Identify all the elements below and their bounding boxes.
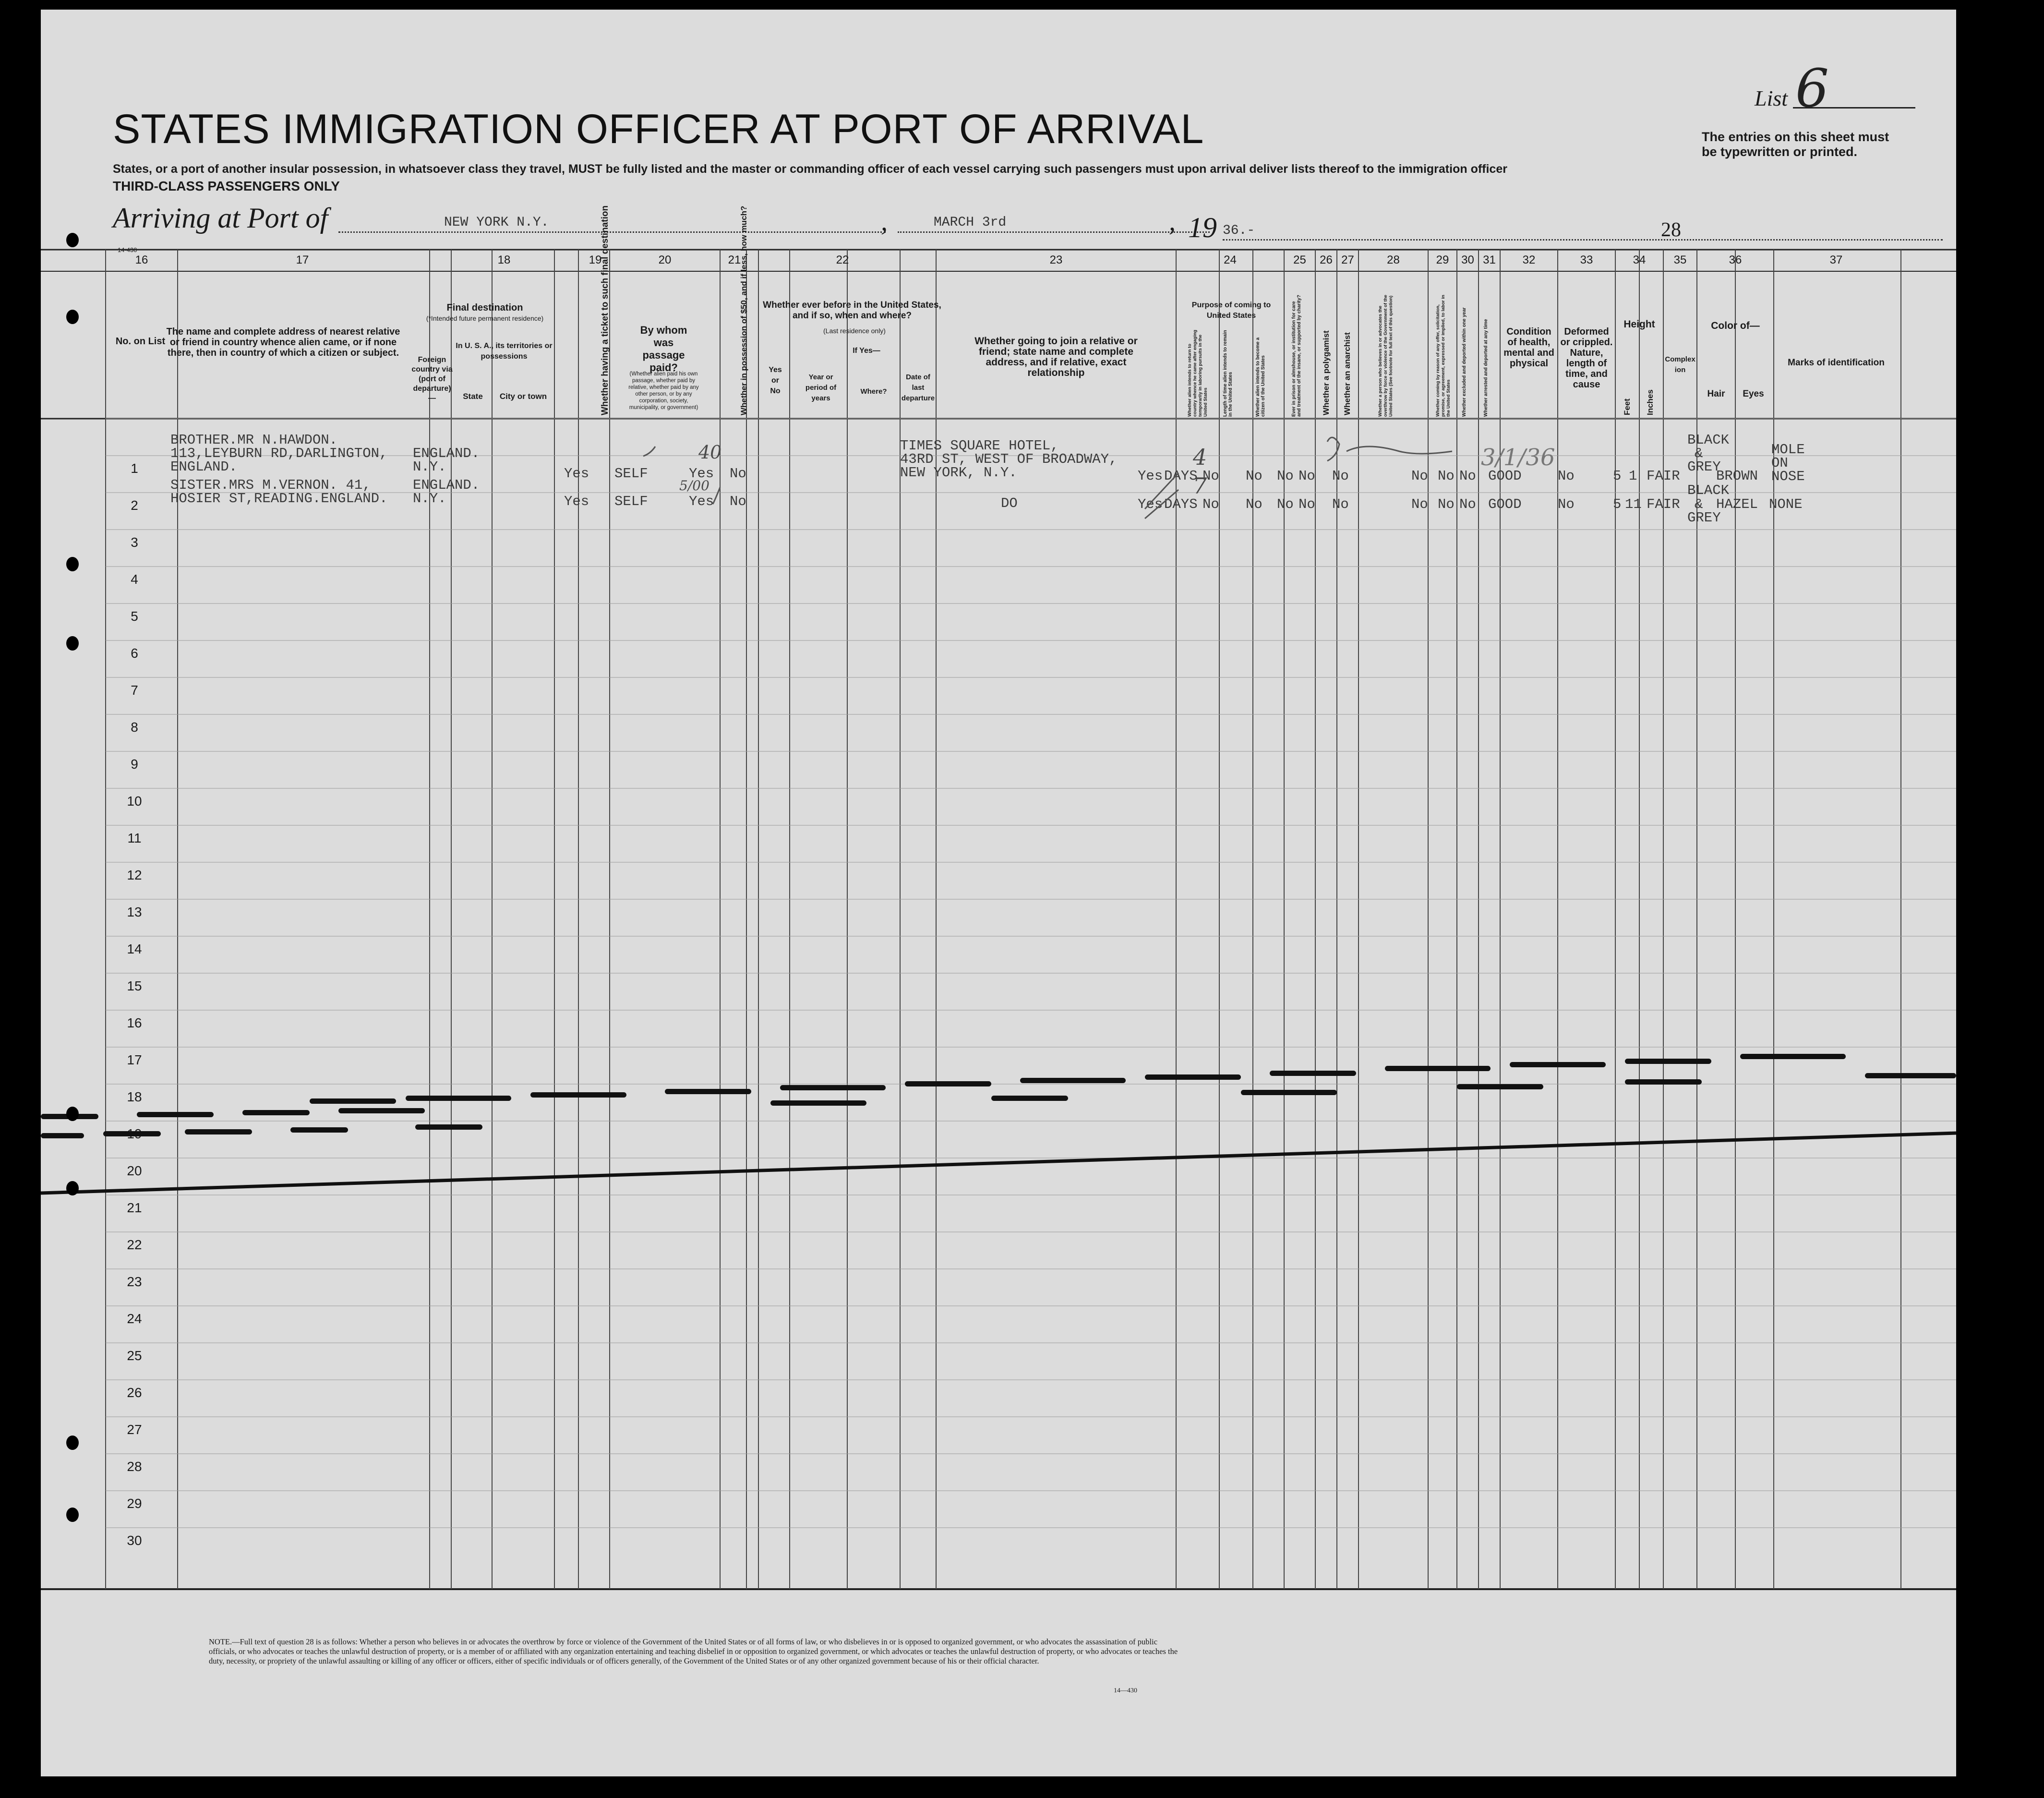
row-number: 7 xyxy=(131,683,138,698)
r1-foreign-country: ENGLAND. xyxy=(413,446,480,461)
header-if-yes: If Yes— xyxy=(853,347,880,355)
redaction-streak xyxy=(665,1089,751,1094)
r1-feet: 5 xyxy=(1613,468,1622,484)
header-eyes: Eyes xyxy=(1743,389,1764,399)
header-marks: Marks of identification xyxy=(1788,358,1885,368)
row-number: 24 xyxy=(127,1311,142,1326)
r2-money-handwritten: 5/00 xyxy=(679,478,709,494)
r2-arrested: No xyxy=(1459,496,1476,512)
r1-labor-offer: No xyxy=(1411,468,1428,484)
redaction-streak xyxy=(770,1100,866,1106)
r1-hair-line2: & xyxy=(1695,446,1703,461)
colnum-22: 22 xyxy=(836,253,849,266)
redaction-streak xyxy=(338,1108,425,1113)
header-join-relative: Whether going to join a relative or friend; state name and complete address, and if relative, exact relationship xyxy=(974,336,1138,378)
redaction-streak xyxy=(1510,1062,1606,1067)
colnum-17: 17 xyxy=(296,253,309,266)
punch-hole xyxy=(66,310,79,324)
r1-join-line2: 43RD ST, WEST OF BROADWAY, xyxy=(900,451,1118,467)
redaction-streak xyxy=(1020,1078,1126,1083)
r1-marks-line1: MOLE xyxy=(1771,442,1805,458)
header-complexion: Complexion xyxy=(1665,355,1695,374)
r2-join: DO xyxy=(1001,495,1018,511)
header-state: State xyxy=(463,392,483,401)
row-number: 16 xyxy=(127,1015,142,1030)
redaction-streak xyxy=(780,1085,886,1090)
r2-return: Yes xyxy=(1138,496,1163,512)
form-code-top: 14-430 xyxy=(118,246,137,253)
row-number: 26 xyxy=(127,1385,142,1400)
row-number: 5 xyxy=(131,609,138,624)
header-feet: Feet xyxy=(1623,398,1632,415)
row-number: 14 xyxy=(127,941,142,956)
header-health: Condition of health, mental and physical xyxy=(1503,326,1554,369)
punch-hole xyxy=(66,1107,79,1121)
manifest-sheet xyxy=(41,10,1956,1776)
r1-marks-line3: NOSE xyxy=(1771,469,1805,484)
redaction-streak xyxy=(1241,1090,1337,1095)
r1-join-line1: TIMES SQUARE HOTEL, xyxy=(900,438,1059,454)
header-passage-note: (Whether alien paid his own passage, whether paid by relative, whether paid by any other person, or by any corporation, society, municipality, or government) xyxy=(628,371,699,410)
colnum-32: 32 xyxy=(1522,253,1536,266)
arriving-label: Arriving at Port of xyxy=(113,202,328,234)
r1-health: GOOD xyxy=(1488,468,1522,484)
r2-relative-line2: HOSIER ST,READING.ENGLAND. xyxy=(170,491,388,507)
redaction-streak xyxy=(103,1131,161,1136)
redaction-streak xyxy=(1270,1071,1356,1076)
colnum-33: 33 xyxy=(1580,253,1593,266)
colnum-16: 16 xyxy=(135,253,148,266)
r2-anarchist: No xyxy=(1299,496,1315,512)
r1-deformed: No xyxy=(1558,468,1575,484)
form-code-bottom: 14—430 xyxy=(1114,1687,1137,1694)
row-number: 20 xyxy=(127,1163,142,1178)
r2-citizen: No xyxy=(1202,496,1219,512)
punch-hole xyxy=(66,636,79,651)
header-final-destination-note: (*Intended future permanent residence) xyxy=(426,314,544,322)
r1-ticket: Yes xyxy=(564,466,589,482)
r1-excluded: No xyxy=(1438,468,1455,484)
header-date-departure: Date of last departure xyxy=(901,373,935,402)
row-number: 12 xyxy=(127,868,142,882)
header-labor-offer: Whether coming by reason of any offer, solicitation, promise, or agreement, expressed or implied, to labor in the United States xyxy=(1435,295,1451,417)
list-label: List xyxy=(1755,86,1788,110)
row-number: 3 xyxy=(131,535,138,550)
r2-hair-line1: BLACK xyxy=(1687,483,1730,498)
r1-relative-line3: ENGLAND. xyxy=(170,459,238,475)
punch-hole xyxy=(66,233,79,247)
punch-hole xyxy=(66,1181,79,1195)
colnum-24: 24 xyxy=(1224,253,1237,266)
header-in-usa: In U. S. A., its territories or possessions xyxy=(456,342,553,361)
r1-return: Yes xyxy=(1138,468,1163,484)
r1-marks-line2: ON xyxy=(1771,455,1788,471)
colnum-36: 36 xyxy=(1729,253,1742,266)
subtitle-instructions: States, or a port of another insular possession, in whatsoever class they travel, MUST be fully listed and the master or commanding officer of each vessel carrying such passengers must upon arrival deliver lists thereof to the immigration officer xyxy=(113,162,1507,176)
header-height: Height xyxy=(1623,319,1655,330)
row-number: 9 xyxy=(131,757,138,772)
r2-money: Yes xyxy=(689,494,714,509)
row-number: 29 xyxy=(127,1496,142,1511)
redaction-streak xyxy=(41,1133,84,1138)
colnum-34: 34 xyxy=(1633,253,1646,266)
redaction-streak xyxy=(905,1081,991,1086)
header-where: Where? xyxy=(860,387,887,396)
header-foreign-country: Foreign country via (port of departure)— xyxy=(411,356,453,402)
colnum-26: 26 xyxy=(1320,253,1333,266)
r1-paid-by: SELF xyxy=(614,466,648,482)
r1-money-handwritten: 40 xyxy=(698,442,722,463)
row-number: 23 xyxy=(127,1274,142,1289)
header-final-destination: Final destination xyxy=(446,302,523,313)
year-prefix: 19 xyxy=(1188,212,1217,243)
page-title: STATES IMMIGRATION OFFICER AT PORT OF ARRIVAL xyxy=(113,106,1204,152)
header-purpose-citizen: Whether alien intends to become a citizen of the United States xyxy=(1255,337,1266,417)
header-deformed: Deformed or crippled. Nature, length of time, and cause xyxy=(1560,326,1613,390)
footnote: NOTE.—Full text of question 28 is as follows: Whether a person who believes in or advocates the overthrow by force or violence of the Government of the United States or of all forms of law, or who disbelieves in or is opposed to organized government, or who advocates the assassination of public officials, or who advocates or teaches the unlawful destruction of property, or is a member of or affiliated with any organization entertaining and teaching disbelief in or opposition to organized government, or which advocates or teaches the unlawful destruction of property, or who advocates or teaches the duty, necessity, or propriety of the unlawful assaulting or killing of any officer or officers, either of specific individuals or of officers generally, of the Government of the United States or of any other organized government because of his or their official character. xyxy=(209,1637,1178,1665)
row-number: 22 xyxy=(127,1237,142,1252)
redaction-streak xyxy=(185,1129,252,1134)
colnum-25: 25 xyxy=(1293,253,1306,266)
r2-polygamist: No xyxy=(1277,496,1294,512)
r1-money: Yes xyxy=(689,466,714,482)
r1-eyes: BROWN xyxy=(1716,468,1758,484)
header-passage-paid: By whom was passage paid? xyxy=(640,324,687,374)
header-anarchist: Whether an anarchist xyxy=(1343,332,1352,415)
header-yes-no: Yes or No xyxy=(769,366,782,395)
r2-labor-offer: No xyxy=(1411,496,1428,512)
row-number: 8 xyxy=(131,720,138,735)
r2-excluded: No xyxy=(1438,496,1455,512)
row-number: 25 xyxy=(127,1348,142,1363)
header-purpose: Purpose of coming to United States xyxy=(1191,301,1271,320)
header-excluded: Whether excluded and deported within one year xyxy=(1462,307,1467,417)
r2-overthrow: No xyxy=(1332,496,1349,512)
r2-hair-line3: GREY xyxy=(1687,510,1721,526)
comma-2: , xyxy=(1169,207,1176,237)
row-number: 18 xyxy=(127,1089,142,1104)
header-inches: Inches xyxy=(1646,389,1655,415)
redaction-streak xyxy=(1457,1084,1543,1089)
redaction-streak xyxy=(1740,1054,1846,1059)
entries-note-line2: be typewritten or printed. xyxy=(1702,145,1858,159)
r1-hair-line3: GREY xyxy=(1687,459,1721,475)
page-number: 28 xyxy=(1661,219,1681,241)
row-number: 11 xyxy=(127,831,142,845)
colnum-20: 20 xyxy=(658,253,672,266)
redaction-streak xyxy=(242,1110,310,1115)
redaction-streak xyxy=(991,1096,1068,1101)
row-number: 1 xyxy=(131,461,138,476)
colnum-37: 37 xyxy=(1829,253,1843,266)
date-value: MARCH 3rd xyxy=(934,215,1007,230)
r1-state: N.Y. xyxy=(413,459,446,475)
header-year-period: Year or period of years xyxy=(805,373,837,402)
r2-marks: NONE xyxy=(1769,496,1803,512)
punch-hole xyxy=(66,1508,79,1522)
r1-polygamist: No xyxy=(1277,468,1294,484)
header-ticket: Whether having a ticket to such final destination xyxy=(600,205,610,415)
r2-paid-by: SELF xyxy=(614,494,648,509)
redaction-streak xyxy=(530,1092,626,1098)
r2-prison: No xyxy=(1246,496,1262,512)
r1-relative-line2: 113,LEYBURN RD,DARLINGTON, xyxy=(170,446,388,461)
header-polygamist: Whether a polygamist xyxy=(1322,330,1331,415)
row-number: 15 xyxy=(127,978,142,993)
redaction-streak xyxy=(1865,1073,1956,1078)
colnum-18: 18 xyxy=(497,253,511,266)
redaction-streak xyxy=(310,1098,396,1104)
comma-1: , xyxy=(881,207,888,237)
r2-feet: 5 xyxy=(1613,496,1622,512)
header-last-residence: (Last residence only) xyxy=(823,327,886,335)
r2-relative-line1: SISTER.MRS M.VERNON. 41, xyxy=(170,477,371,493)
colnum-31: 31 xyxy=(1483,253,1496,266)
row-number: 28 xyxy=(127,1459,142,1474)
colnum-30: 30 xyxy=(1461,253,1474,266)
redaction-streak xyxy=(1145,1074,1241,1080)
r2-ticket: Yes xyxy=(564,494,589,509)
colnum-27: 27 xyxy=(1341,253,1354,266)
row-number: 13 xyxy=(127,905,142,919)
r1-citizen: No xyxy=(1202,468,1219,484)
header-no-on-list: No. on List xyxy=(115,336,166,347)
r2-length: DAYS xyxy=(1164,496,1198,512)
r2-eyes: HAZEL xyxy=(1716,496,1758,512)
colnum-19: 19 xyxy=(589,253,602,266)
r2-length-handwritten: 7 xyxy=(1193,473,1207,499)
redaction-streak xyxy=(1625,1079,1702,1085)
redaction-streak xyxy=(415,1124,482,1130)
header-nearest-relative: The name and complete address of nearest relative or friend in country whence alien came, or if none there, then in country of which a citizen or subject. xyxy=(166,326,400,358)
r1-inches: 1 xyxy=(1629,468,1637,484)
r1-arrested: No xyxy=(1459,468,1476,484)
redaction-streak xyxy=(406,1096,511,1101)
entries-note-line1: The entries on this sheet must xyxy=(1702,130,1889,144)
r1-relative-line1: BROTHER.MR N.HAWDON. xyxy=(170,432,338,448)
header-prison: Ever in prison or almshouse, or institution for care and treatment of the insane, or supported by charity? xyxy=(1291,295,1302,417)
r1-overthrow: No xyxy=(1332,468,1349,484)
r1-join-line3: NEW YORK, N.Y. xyxy=(900,465,1017,481)
r2-before: No xyxy=(730,494,746,509)
year-suffix: 36.- xyxy=(1223,223,1255,238)
r2-complexion: FAIR xyxy=(1647,496,1680,512)
row-number: 4 xyxy=(131,572,138,587)
redaction-streak xyxy=(1625,1059,1711,1064)
punch-hole xyxy=(66,1436,79,1450)
header-arrested: Whether arrested and deported at any time xyxy=(1483,319,1489,417)
row-number: 6 xyxy=(131,646,138,661)
header-ever-before: Whether ever before in the United States, and if so, when and where? xyxy=(763,300,941,321)
header-overthrow: Whether a person who believes in or advocates the overthrow by force or violence of the Government of the United States (See footnote for full text of this question) xyxy=(1378,295,1394,417)
port-value: NEW YORK N.Y. xyxy=(444,215,549,230)
r2-foreign-country: ENGLAND. xyxy=(413,477,480,493)
handwritten-ticks xyxy=(41,10,1956,586)
r1-anarchist: No xyxy=(1299,468,1315,484)
header-city: City or town xyxy=(499,392,547,401)
subtitle-class: THIRD-CLASS PASSENGERS ONLY xyxy=(113,179,340,193)
redaction-streak xyxy=(290,1127,348,1133)
r1-prison: No xyxy=(1246,468,1262,484)
header-fifty-dollars: Whether in possession of $50, and if less, how much? xyxy=(739,205,748,415)
colnum-28: 28 xyxy=(1387,253,1400,266)
r1-length-handwritten: 4 xyxy=(1193,444,1207,470)
row-number: 2 xyxy=(131,498,138,513)
handwritten-date-annotation: 3/1/36 xyxy=(1481,444,1555,471)
r1-length: DAYS xyxy=(1164,468,1198,484)
redaction-streak xyxy=(137,1112,214,1117)
header-purpose-length: Length of time alien intends to remain in the United States xyxy=(1223,330,1233,417)
r1-hair-line1: BLACK xyxy=(1687,432,1730,448)
header-hair: Hair xyxy=(1707,389,1725,399)
colnum-21: 21 xyxy=(728,253,741,266)
row-number: 17 xyxy=(127,1052,142,1067)
row-number: 10 xyxy=(127,794,142,808)
row-number: 27 xyxy=(127,1422,142,1437)
r2-state: N.Y. xyxy=(413,491,446,507)
row-number: 30 xyxy=(127,1533,142,1548)
r1-complexion: FAIR xyxy=(1647,468,1680,484)
r1-before: No xyxy=(730,466,746,482)
r2-hair-line2: & xyxy=(1695,496,1703,512)
header-purpose-return: Whether alien intends to return to country whence he came after engaging temporarily in laboring pursuits in the United States xyxy=(1187,329,1208,417)
header-color-of: Color of— xyxy=(1711,320,1760,331)
r2-health: GOOD xyxy=(1488,496,1522,512)
r2-deformed: No xyxy=(1558,496,1575,512)
list-number: 6 xyxy=(1795,58,1829,119)
colnum-35: 35 xyxy=(1673,253,1687,266)
punch-hole xyxy=(66,557,79,571)
redaction-streak xyxy=(1385,1066,1491,1071)
row-number: 21 xyxy=(127,1200,142,1215)
r2-inches: 11 xyxy=(1625,496,1642,512)
colnum-23: 23 xyxy=(1049,253,1063,266)
colnum-29: 29 xyxy=(1436,253,1449,266)
